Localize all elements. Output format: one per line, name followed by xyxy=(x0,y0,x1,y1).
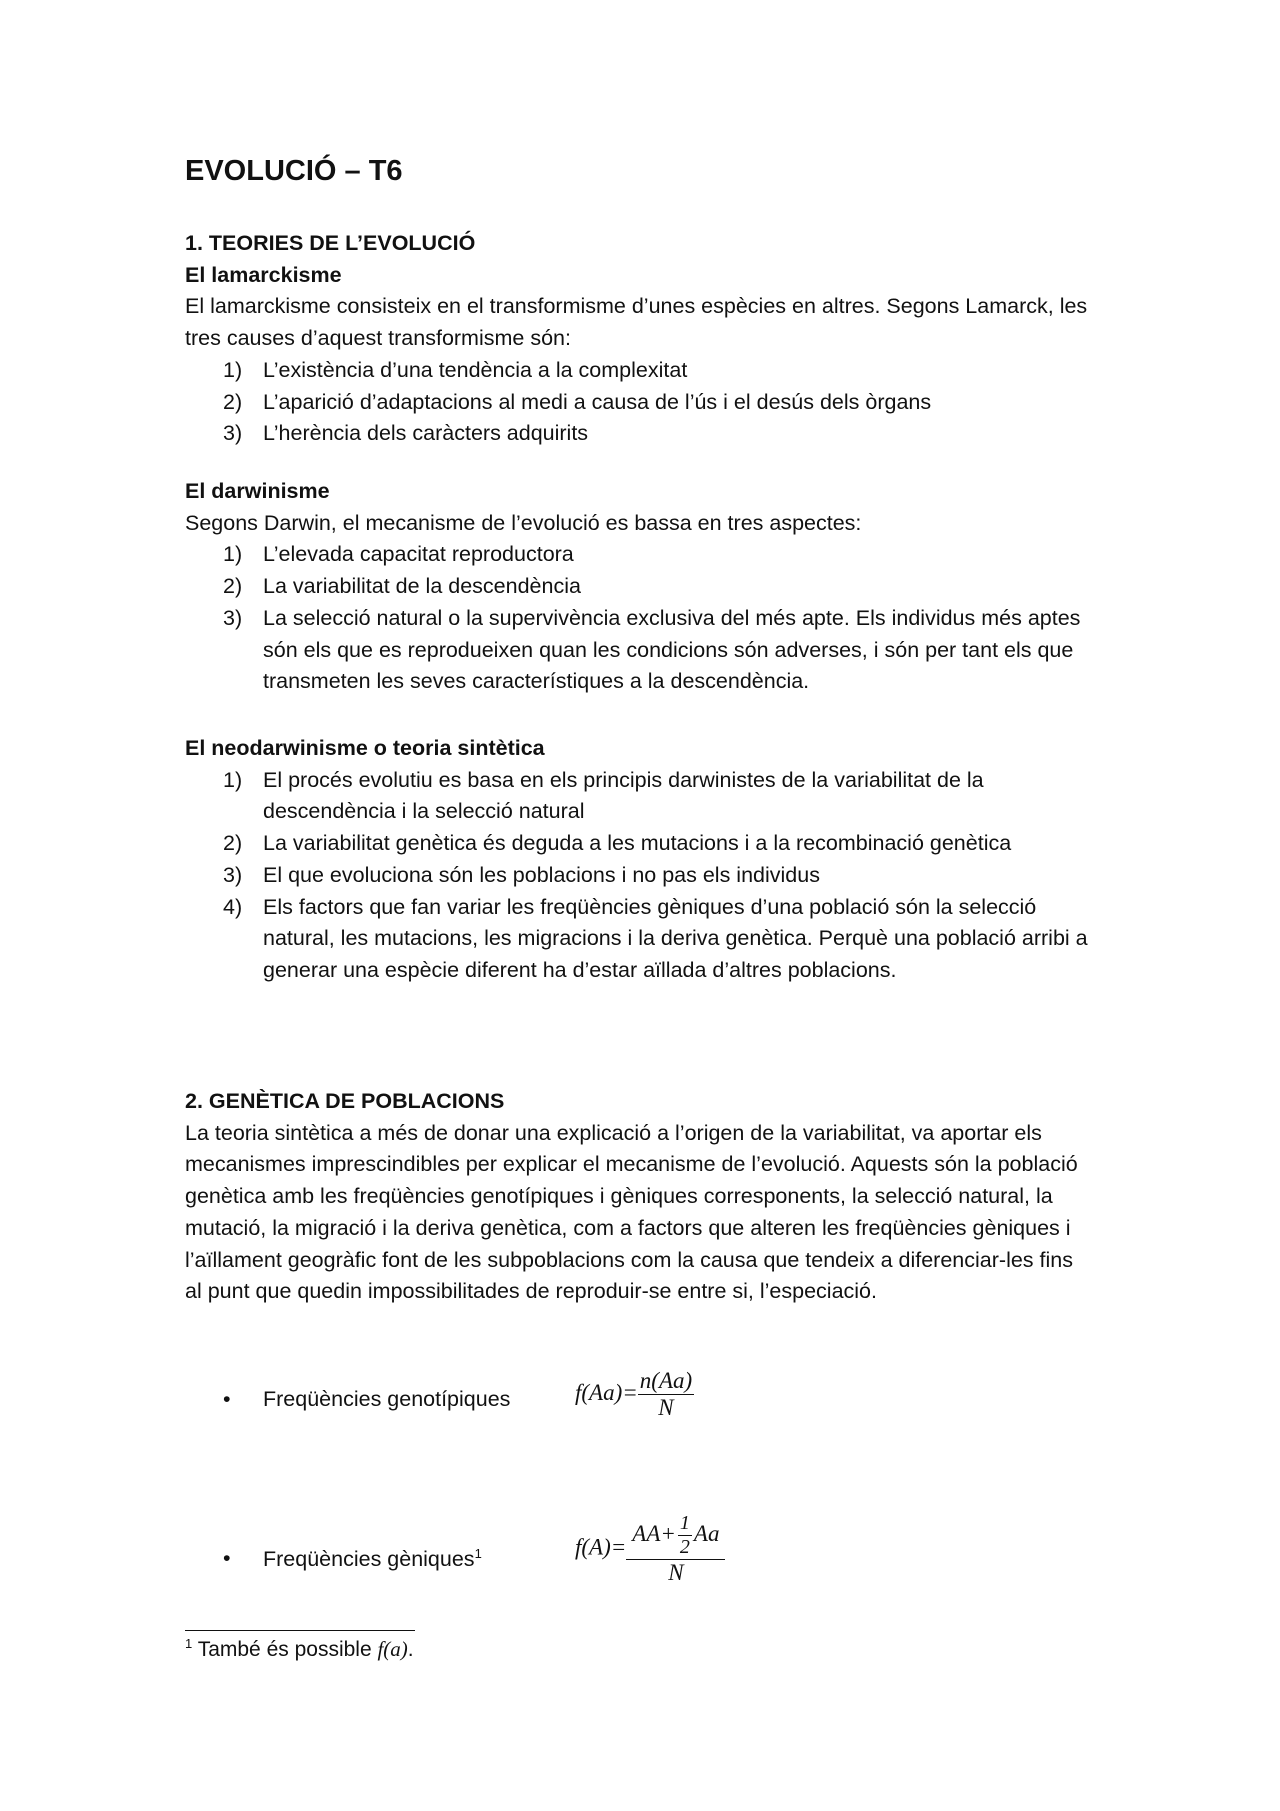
section-heading: 1. TEORIES DE L’EVOLUCIÓ xyxy=(185,231,476,255)
list-item: 3) La selecció natural o la supervivència exclusiva del més apte. Els individus més aptes són els que es reprodueixen quan les condicions són adverses, i són per tant els que transmeten les seves característiques a la descendència. xyxy=(223,605,1081,694)
subheading-darwinism: El darwinisme xyxy=(185,479,330,503)
section-theories xyxy=(185,228,1095,450)
bullet-label: Freqüències gèniques xyxy=(263,1547,475,1572)
footnote-separator xyxy=(185,1630,415,1631)
list-item: 1) L’existència d’una tendència a la complexitat xyxy=(223,357,688,382)
bullet-icon: • xyxy=(223,1546,231,1570)
footnote-text: També és possible xyxy=(197,1638,378,1661)
paragraph-darwinism: Segons Darwin, el mecanisme de l’evolució es bassa en tres aspectes: xyxy=(185,510,862,535)
list-item: 1) L’elevada capacitat reproductora xyxy=(223,542,574,567)
footnote: $^1$ També és possible f(a). xyxy=(185,1636,414,1661)
section-neodarwinism xyxy=(185,733,1095,987)
list-item: 1) El procés evolutiu es basa en els principis darwinistes de la variabilitat de la descendència i la selecció natural xyxy=(223,767,984,824)
list-item: 2) La variabilitat genètica és deguda a les mutacions i a la recombinació genètica xyxy=(223,831,1012,856)
bullet-icon: • xyxy=(223,1387,231,1411)
list-item: 4) Els factors que fan variar les freqüències gèniques d’una població són la selecció natural, les mutacions, les migracions i la deriva genètica. Perquè una població arribi a generar una espècie diferent ha d’estar aïllada d’altres poblacions. xyxy=(223,894,1088,982)
footnote-ref: 1 xyxy=(474,1546,482,1561)
formula-genic-frequency: f(A)= AA+ $\frac{1}{2}$ Aa N xyxy=(575,1512,725,1586)
footnote-mark: 1 xyxy=(185,1636,193,1651)
list-lamarckism xyxy=(185,355,1095,450)
list-item: 3) El que evoluciona són les poblacions i no pas els individus xyxy=(223,862,820,887)
subheading-neodarwinism: El neodarwinisme o teoria sintètica xyxy=(185,736,545,760)
section-population-genetics xyxy=(185,1086,1095,1308)
list-item: 3) L’herència dels caràcters adquirits xyxy=(223,421,589,446)
formula-genotypic-frequency: f(Aa)= $\frac{n(Aa)}{N}$ xyxy=(575,1368,693,1420)
subheading-lamarckism: El lamarckisme xyxy=(185,262,342,287)
list-item: 2) L’aparició d’adaptacions al medi a causa de l’ús i el desús dels òrgans xyxy=(223,389,932,414)
bullet-label: Freqüències genotípiques xyxy=(263,1387,511,1411)
footnote-expression: f(a) xyxy=(377,1637,408,1661)
page-title: EVOLUCIÓ – T6 xyxy=(185,155,403,187)
list-darwinism xyxy=(185,539,1095,698)
list-item: 2) La variabilitat de la descendència xyxy=(223,574,581,599)
paragraph-population-genetics: La teoria sintètica a més de donar una explicació a l’origen de la variabilitat, va aportar els mecanismes imprescindibles per explicar el mecanisme de l’evolució. Aquests són la població genètica amb les freqüències genotípiques i gèniques corresponents, la selecció natural, la mutació, la migració i la deriva genètica, com a factors que alteren les freqüències gèniques i l’aïllament geogràfic font de les subpoblacions com la causa que tendeix a diferenciar-les fins al punt que quedin impossibilitades de reproduir-se entre si, l’especiació. xyxy=(185,1120,1078,1304)
paragraph-lamarckism: El lamarckisme consisteix en el transformisme d’unes espècies en altres. Segons Lamarck, les tres causes d’aquest transformisme són: xyxy=(185,294,1088,351)
section-darwinism xyxy=(185,476,1095,698)
section-heading: 2. GENÈTICA DE POBLACIONS xyxy=(185,1089,505,1113)
list-neodarwinism xyxy=(185,765,1095,987)
